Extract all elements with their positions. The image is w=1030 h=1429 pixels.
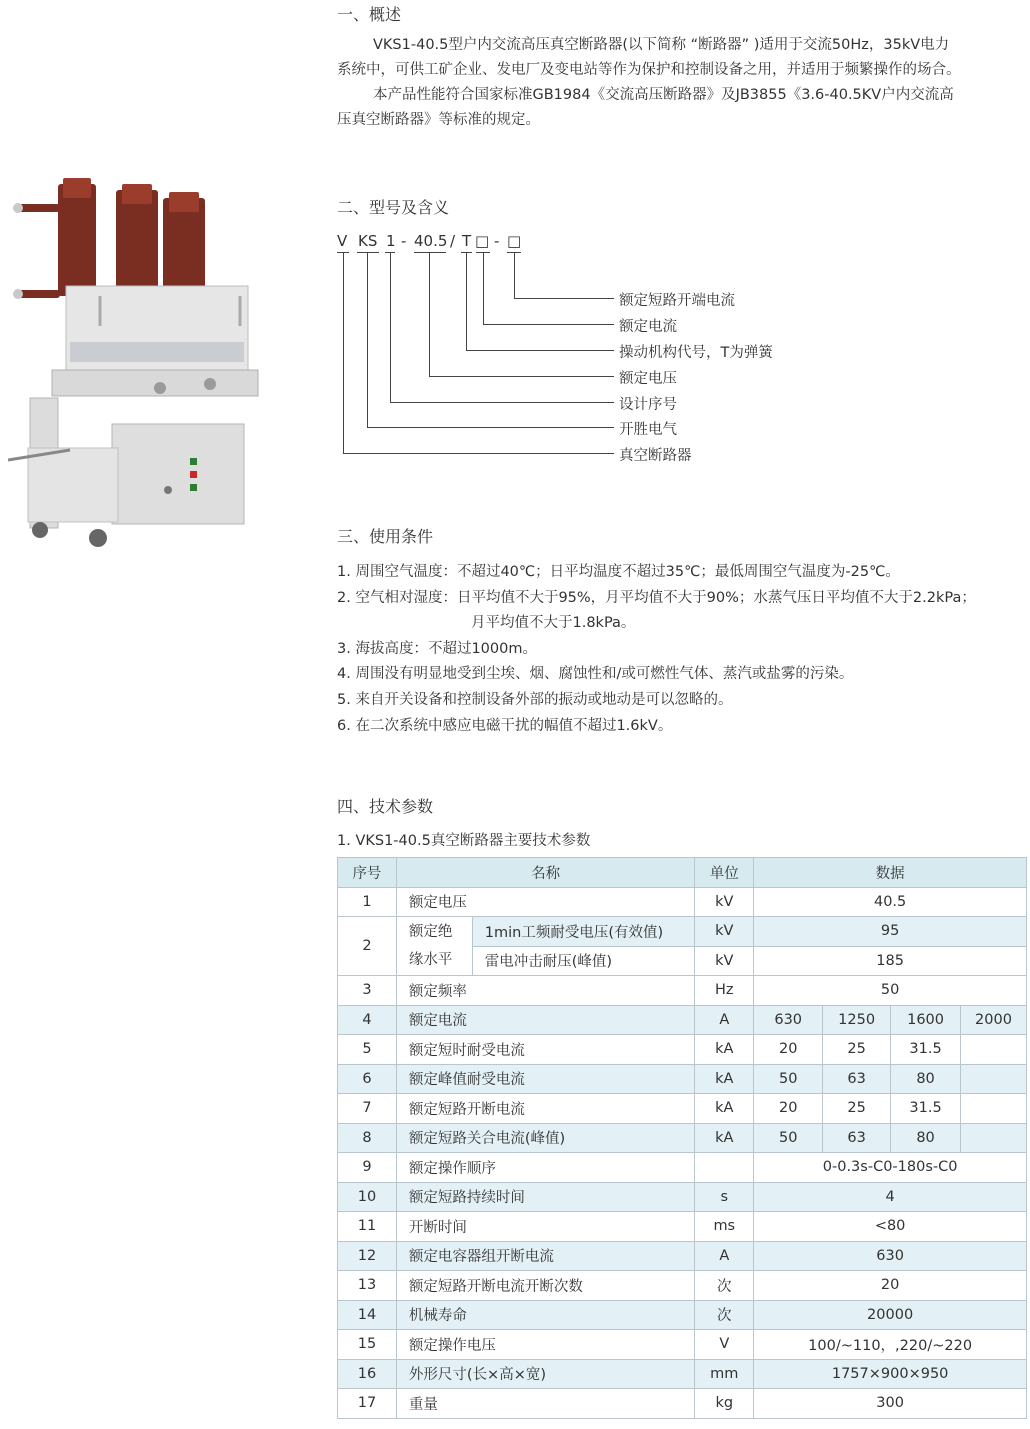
- code-dash2: -: [494, 232, 500, 250]
- row-value: [961, 1035, 1027, 1065]
- code-1: 1: [386, 232, 396, 250]
- row-unit: mm: [695, 1359, 754, 1389]
- row-value: 31.5: [891, 1035, 961, 1065]
- row-no: 11: [338, 1212, 397, 1242]
- row-no: 6: [338, 1064, 397, 1094]
- row-no: 14: [338, 1300, 397, 1330]
- row-no: 9: [338, 1153, 397, 1183]
- condition-2: 2. 空气相对湿度：日平均值不大于95%，月平均值不大于90%；水蒸气压日平均值不大于2.2kPa；: [337, 590, 976, 606]
- code-T: T: [462, 232, 472, 250]
- row-unit: V: [695, 1330, 754, 1360]
- row-no: 1: [338, 887, 397, 917]
- row-unit: kV: [695, 946, 754, 976]
- table-row: [338, 1212, 1027, 1242]
- condition-1: 1. 周围空气温度：不超过40℃；日平均温度不超过35℃；最低周围空气温度为-25℃。: [337, 564, 900, 580]
- condition-5: 5. 来自开关设备和控制设备外部的振动或地动是可以忽略的。: [337, 692, 733, 708]
- overview-paragraph: [337, 33, 1030, 133]
- condition-4: 4. 周围没有明显地受到尘埃、烟、腐蚀性和/或可燃性气体、蒸汽或盐雾的污染。: [337, 666, 854, 682]
- table-row: [338, 917, 1027, 947]
- row-data: 630: [754, 1241, 1027, 1271]
- row-unit: kA: [695, 1123, 754, 1153]
- row-no: 7: [338, 1094, 397, 1124]
- row-value: 2000: [961, 1005, 1027, 1035]
- table-row: [338, 1005, 1027, 1035]
- model-label-3: 操动机构代号，T为弹簧: [619, 345, 773, 361]
- col-header-data: 数据: [754, 858, 1027, 888]
- code-dash: -: [401, 232, 407, 250]
- row-unit: kA: [695, 1035, 754, 1065]
- row-no: 8: [338, 1123, 397, 1153]
- row-data: 95: [754, 917, 1027, 947]
- row-value: 20: [754, 1094, 823, 1124]
- row-name: 机械寿命: [396, 1300, 694, 1330]
- circuit-breaker-image: [8, 178, 263, 550]
- table-row: [338, 1241, 1027, 1271]
- table-row: [338, 1330, 1027, 1360]
- row-name: 额定短时耐受电流: [396, 1035, 694, 1065]
- col-header-no: 序号: [338, 858, 397, 888]
- code-KS: KS: [358, 232, 378, 250]
- row-data: 0-0.3s-C0-180s-C0: [754, 1153, 1027, 1183]
- code-405: 40.5: [414, 232, 448, 250]
- row-no: 17: [338, 1389, 397, 1419]
- row-unit: kA: [695, 1094, 754, 1124]
- row-no: 2: [338, 917, 397, 976]
- table-row: [338, 1064, 1027, 1094]
- row-unit: s: [695, 1182, 754, 1212]
- table-row: [338, 1035, 1027, 1065]
- table-row: [338, 1094, 1027, 1124]
- row-value: 50: [754, 1064, 823, 1094]
- row-unit: [695, 1153, 754, 1183]
- row-value: 80: [891, 1064, 961, 1094]
- section-title-tech: 四、技术参数: [337, 797, 434, 816]
- row-no: 12: [338, 1241, 397, 1271]
- model-label-5: 设计序号: [619, 397, 677, 413]
- row-unit: kg: [695, 1389, 754, 1419]
- condition-6: 6. 在二次系统中感应电磁干扰的幅值不超过1.6kV。: [337, 718, 673, 734]
- row-data: 1757×900×950: [754, 1359, 1027, 1389]
- code-box1: □: [475, 232, 490, 250]
- row-value: 25: [823, 1035, 891, 1065]
- col-header-name: 名称: [396, 858, 694, 888]
- condition-3: 3. 海拔高度：不超过1000m。: [337, 641, 537, 657]
- condition-2b: 月平均值不大于1.8kPa。: [471, 615, 636, 631]
- model-label-7: 真空断路器: [619, 448, 692, 464]
- row-name: 额定操作电压: [396, 1330, 694, 1360]
- table-row: [338, 1389, 1027, 1419]
- group-line-1: 额定绝: [408, 924, 453, 940]
- row-name: 额定操作顺序: [396, 1153, 694, 1183]
- row-name: 额定电压: [396, 887, 694, 917]
- row-value: 50: [754, 1123, 823, 1153]
- row-value: 80: [891, 1123, 961, 1153]
- row-data: 185: [754, 946, 1027, 976]
- row-value: 63: [823, 1064, 891, 1094]
- overview-p1b: 系统中，可供工矿企业、发电厂及变电站等作为保护和控制设备之用，并适用于频繁操作的场合。: [337, 62, 961, 78]
- row-value: 63: [823, 1123, 891, 1153]
- table-row: [338, 1271, 1027, 1301]
- row-data: 300: [754, 1389, 1027, 1419]
- row-no: 16: [338, 1359, 397, 1389]
- row-name: 额定短路持续时间: [396, 1182, 694, 1212]
- table-row: [338, 1359, 1027, 1389]
- row-value: [961, 1123, 1027, 1153]
- row-name: 重量: [396, 1389, 694, 1419]
- overview-p2: 本产品性能符合国家标准GB1984《交流高压断路器》及JB3855《3.6-40.5KV户内交流高: [373, 87, 954, 103]
- row-name: 额定短路开断电流开断次数: [396, 1271, 694, 1301]
- row-name: 外形尺寸(长×高×宽): [396, 1359, 694, 1389]
- tech-subtitle: 1. VKS1-40.5真空断路器主要技术参数: [337, 833, 591, 849]
- row-value: 1250: [823, 1005, 891, 1035]
- table-header-row: [338, 858, 1027, 888]
- row-unit: kV: [695, 887, 754, 917]
- row-subname: 1min工频耐受电压(有效值): [472, 917, 695, 947]
- row-value: 25: [823, 1094, 891, 1124]
- row-name: 额定电流: [396, 1005, 694, 1035]
- section-title-conditions: 三、使用条件: [337, 527, 434, 546]
- row-data: 20: [754, 1271, 1027, 1301]
- row-data: 20000: [754, 1300, 1027, 1330]
- row-no: 4: [338, 1005, 397, 1035]
- row-no: 10: [338, 1182, 397, 1212]
- row-value: [961, 1094, 1027, 1124]
- model-label-4: 额定电压: [619, 371, 677, 387]
- overview-p1: VKS1-40.5型户内交流高压真空断路器(以下简称 “断路器” )适用于交流50Hz，35kV电力: [373, 37, 950, 53]
- row-name: 开断时间: [396, 1212, 694, 1242]
- row-unit: A: [695, 1005, 754, 1035]
- table-row: [338, 1300, 1027, 1330]
- row-value: [961, 1064, 1027, 1094]
- row-unit: ms: [695, 1212, 754, 1242]
- row-value: 630: [754, 1005, 823, 1035]
- row-no: 13: [338, 1271, 397, 1301]
- row-name: 额定短路关合电流(峰值): [396, 1123, 694, 1153]
- row-name: 额定频率: [396, 976, 694, 1006]
- model-label-6: 开胜电气: [619, 422, 677, 438]
- row-value: 1600: [891, 1005, 961, 1035]
- col-header-unit: 单位: [695, 858, 754, 888]
- row-data: 40.5: [754, 887, 1027, 917]
- overview-p2b: 压真空断路器》等标准的规定。: [337, 112, 540, 128]
- row-value: 20: [754, 1035, 823, 1065]
- table-row: [338, 976, 1027, 1006]
- row-unit: kV: [695, 917, 754, 947]
- code-V: V: [337, 232, 348, 250]
- row-value: 31.5: [891, 1094, 961, 1124]
- row-unit: 次: [695, 1300, 754, 1330]
- model-label-1: 额定短路开端电流: [619, 293, 735, 309]
- table-row: [338, 887, 1027, 917]
- row-unit: kA: [695, 1064, 754, 1094]
- row-data: 100/~110，,220/~220: [754, 1330, 1027, 1360]
- section-title-overview: 一、概述: [337, 5, 402, 24]
- code-slash: /: [450, 232, 456, 250]
- model-label-2: 额定电流: [619, 319, 677, 335]
- row-no: 15: [338, 1330, 397, 1360]
- row-no: 5: [338, 1035, 397, 1065]
- row-name: 额定短路开断电流: [396, 1094, 694, 1124]
- row-subname: 雷电冲击耐压(峰值): [472, 946, 695, 976]
- table-row: [338, 1123, 1027, 1153]
- row-unit: A: [695, 1241, 754, 1271]
- section-title-model: 二、型号及含义: [337, 198, 450, 217]
- row-group-name: [396, 917, 472, 976]
- group-line-2: 缘水平: [408, 952, 453, 968]
- row-no: 3: [338, 976, 397, 1006]
- row-unit: Hz: [695, 976, 754, 1006]
- row-name: 额定峰值耐受电流: [396, 1064, 694, 1094]
- row-data: 50: [754, 976, 1027, 1006]
- row-data: 4: [754, 1182, 1027, 1212]
- row-data: <80: [754, 1212, 1027, 1242]
- code-box2: □: [507, 232, 522, 250]
- row-name: 额定电容器组开断电流: [396, 1241, 694, 1271]
- tech-params-table: [337, 857, 1027, 1419]
- table-row: [338, 1182, 1027, 1212]
- table-row: [338, 1153, 1027, 1183]
- row-unit: 次: [695, 1271, 754, 1301]
